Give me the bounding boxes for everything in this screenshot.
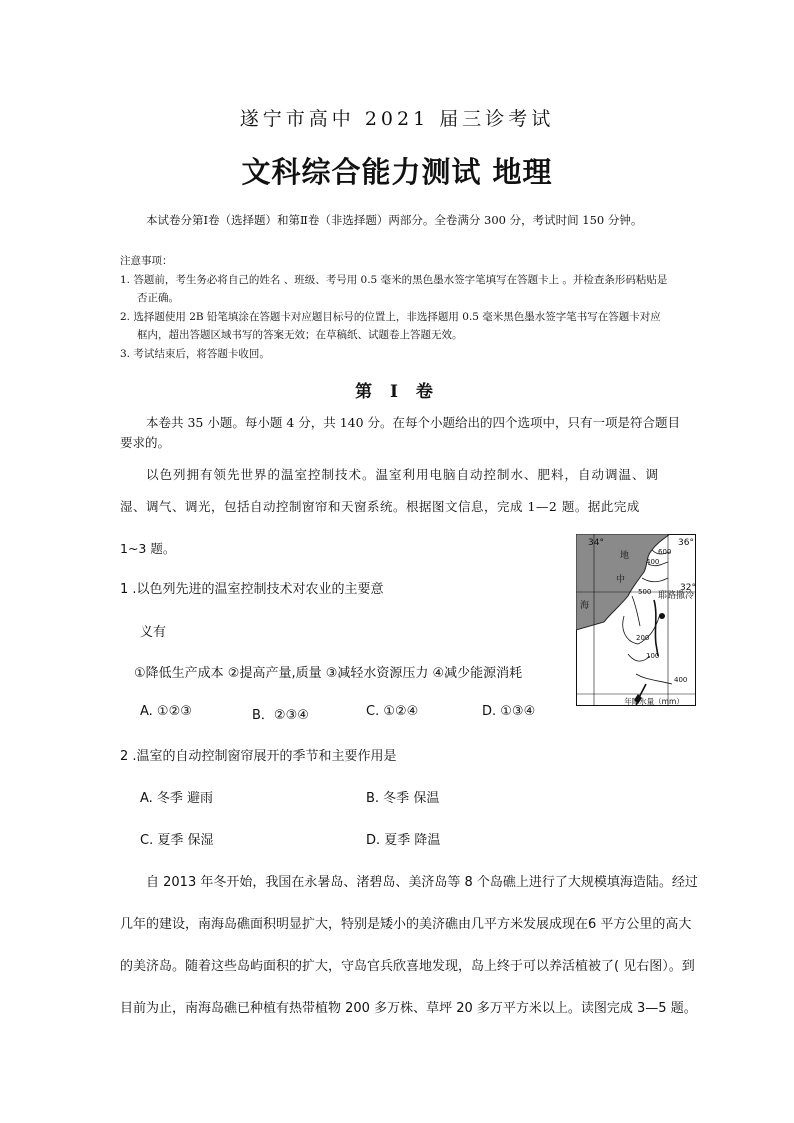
subject-title: 文科综合能力测试 地理 bbox=[241, 155, 553, 189]
lat-label-mid: 32° bbox=[680, 583, 696, 593]
sea-label-2: 中 bbox=[616, 575, 626, 585]
isohyet-label-100: 100 bbox=[646, 652, 660, 660]
section-intro-line-2: 要求的。 bbox=[120, 435, 171, 450]
question-2-option-c: C. 夏季 保湿 bbox=[140, 833, 214, 848]
passage-2-line-1: 自 2013 年冬开始，我国在永暑岛、渚碧岛、美济岛等 8 个岛礁上进行了大规模填海造陆。经过 bbox=[146, 875, 698, 890]
notice-item-1-line-1: 1. 答题前，考生务必将自己的姓名 、班级、考号用 0.5 毫米的黑色墨水签字笔填写在答题卡上 。并检查条形码粘贴是 bbox=[120, 274, 668, 286]
passage-2-line-2: 几年的建设，南海岛礁面积明显扩大，特别是矮小的美济礁由几平方米发展成现在6 平方公里的高大 bbox=[120, 917, 692, 932]
question-2-stem: 2 .温室的自动控制窗帘展开的季节和主要作用是 bbox=[120, 749, 397, 764]
question-1-option-a: A. ①②③ bbox=[140, 704, 192, 719]
notice-item-2-line-2: 框内，超出答题区域书写的答案无效；在草稿纸、试题卷上答题无效。 bbox=[137, 329, 463, 341]
section-intro-line-1: 本卷共 35 小题。每小题 4 分，共 140 分。在每个小题给出的四个选项中，只有一项是符合题目 bbox=[146, 415, 681, 430]
question-1-option-b: B．②③④ bbox=[252, 708, 309, 723]
sea-label-3: 海 bbox=[580, 601, 590, 611]
isohyet-label-500: 500 bbox=[638, 588, 652, 596]
question-1-option-c: C. ①②④ bbox=[366, 704, 419, 719]
question-1-stem: 1 .以色列先进的温室控制技术对农业的主要意 bbox=[120, 582, 384, 597]
lat-label-left: 34° bbox=[588, 538, 604, 548]
question-2-option-b: B. 冬季 保温 bbox=[366, 791, 440, 806]
question-1-stem-continued: 义有 bbox=[140, 625, 167, 640]
passage-2-line-3: 的美济岛。随着这些岛屿面积的扩大，守岛官兵欣喜地发现，岛上终于可以养活植被了( 见右图）。到 bbox=[120, 959, 695, 974]
isohyet-label-600: 600 bbox=[658, 548, 672, 556]
precipitation-map bbox=[576, 534, 696, 706]
notice-item-2-line-1: 2. 选择题使用 2B 铅笔填涂在答题卡对应题目标号的位置上，非选择题用 0.5 毫米黑色墨水签字笔书写在答题卡对应 bbox=[120, 311, 661, 323]
passage-1-line-1: 以色列拥有领先世界的温室控制技术。温室利用电脑自动控制水、肥料，自动调温、调 bbox=[146, 467, 660, 482]
sea-label-1: 地 bbox=[620, 551, 630, 561]
isohyet-label-200: 200 bbox=[636, 634, 650, 642]
question-2-option-a: A. 冬季 避雨 bbox=[140, 791, 214, 806]
passage-1-line-3: 1~3 题。 bbox=[120, 541, 176, 556]
isohyet-label-400: 400 bbox=[646, 558, 660, 566]
exam-intro: 本试卷分第Ⅰ卷（选择题）和第Ⅱ卷（非选择题）两部分。全卷满分 300 分，考试时间 150 分钟。 bbox=[146, 213, 643, 227]
jerusalem-marker bbox=[659, 613, 665, 619]
passage-2-line-4: 目前为止，南海岛礁已种植有热带植物 200 多万株、草坪 20 多万平方米以上。读图完成 3—5 题。 bbox=[120, 1001, 697, 1016]
notice-item-3: 3. 考试结束后，将答题卡收回。 bbox=[120, 348, 270, 360]
question-1-statements: ①降低生产成本 ②提高产量,质量 ③减轻水资源压力 ④减少能源消耗 bbox=[134, 666, 523, 681]
section-title: 第 Ⅰ 卷 bbox=[355, 382, 439, 402]
lat-label-right: 36° bbox=[678, 538, 694, 548]
passage-1-line-2: 湿、调气、调光，包括自动控制窗帘和天窗系统。根据图文信息，完成 1—2 题。据此完成 bbox=[120, 499, 640, 514]
isohyet-label-400-south: 400 bbox=[674, 676, 688, 684]
place-label-jerusalem: 耶路撒冷 bbox=[657, 591, 695, 601]
question-2-option-d: D. 夏季 降温 bbox=[366, 833, 441, 848]
exam-title: 遂宁市高中 2021 届三诊考试 bbox=[239, 108, 555, 130]
map-legend: 年降水量（mm） bbox=[624, 697, 684, 706]
notice-item-1-line-2: 否正确。 bbox=[137, 292, 179, 304]
notice-heading: 注意事项： bbox=[120, 255, 173, 267]
question-1-option-d: D. ①③④ bbox=[482, 704, 536, 719]
